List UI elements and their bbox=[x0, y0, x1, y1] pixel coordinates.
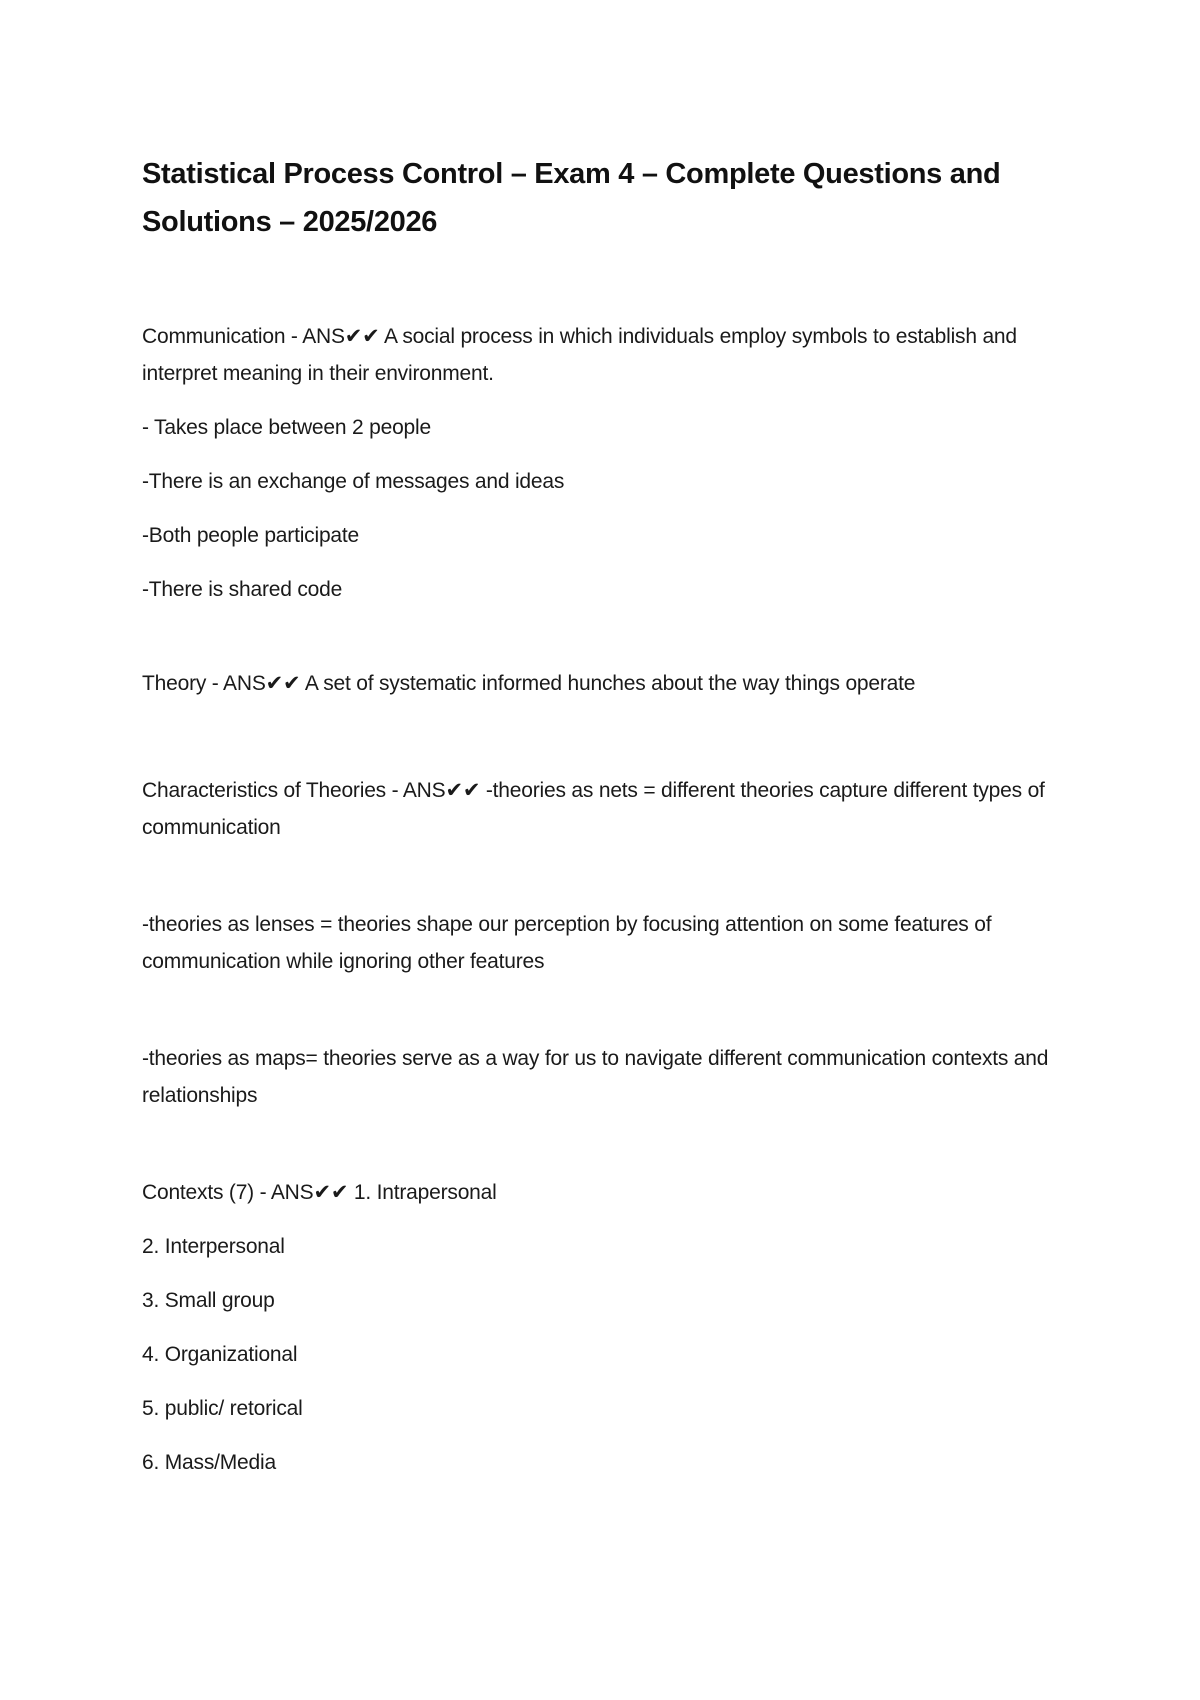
spacer bbox=[142, 846, 1072, 906]
list-item: - Takes place between 2 people bbox=[142, 416, 431, 439]
entry-paragraph: -theories as maps= theories serve as a way for us to navigate different communication contexts and relationships bbox=[142, 1047, 1049, 1107]
spacer bbox=[142, 702, 1072, 772]
list-item: 3. Small group bbox=[142, 1289, 275, 1312]
document-title: Statistical Process Control – Exam 4 – Complete Questions and Solutions – 2025/2026 bbox=[142, 158, 1001, 238]
entry-term: Contexts (7) - ANS✔✔ 1. Intrapersonal bbox=[142, 1181, 497, 1204]
entry-term: Characteristics of Theories - ANS✔✔ -theories as nets = different theories capture different types of communication bbox=[142, 779, 1045, 839]
qa-entry-theory bbox=[142, 665, 1072, 702]
list-item: -Both people participate bbox=[142, 524, 360, 547]
list-item: -There is shared code bbox=[142, 578, 343, 601]
list-item: 5. public/ retorical bbox=[142, 1397, 303, 1420]
qa-entry-communication bbox=[142, 318, 1072, 608]
entry-term: Theory - ANS✔✔ A set of systematic informed hunches about the way things operate bbox=[142, 672, 916, 695]
entry-paragraph: -theories as lenses = theories shape our perception by focusing attention on some features of communication while ignoring other features bbox=[142, 913, 992, 973]
spacer bbox=[142, 1114, 1072, 1174]
list-item: 2. Interpersonal bbox=[142, 1235, 285, 1258]
list-item: 4. Organizational bbox=[142, 1343, 298, 1366]
entry-term: Communication - ANS✔✔ A social process in which individuals employ symbols to establish and interpret meaning in their environment. bbox=[142, 325, 1017, 385]
spacer bbox=[142, 980, 1072, 1040]
spacer bbox=[142, 625, 1072, 665]
list-item: 6. Mass/Media bbox=[142, 1451, 276, 1474]
spacer bbox=[142, 246, 1072, 318]
document-page bbox=[142, 150, 1072, 1498]
qa-entry-characteristics bbox=[142, 772, 1072, 1114]
qa-entry-contexts bbox=[142, 1174, 1072, 1481]
list-item: -There is an exchange of messages and ideas bbox=[142, 470, 565, 493]
